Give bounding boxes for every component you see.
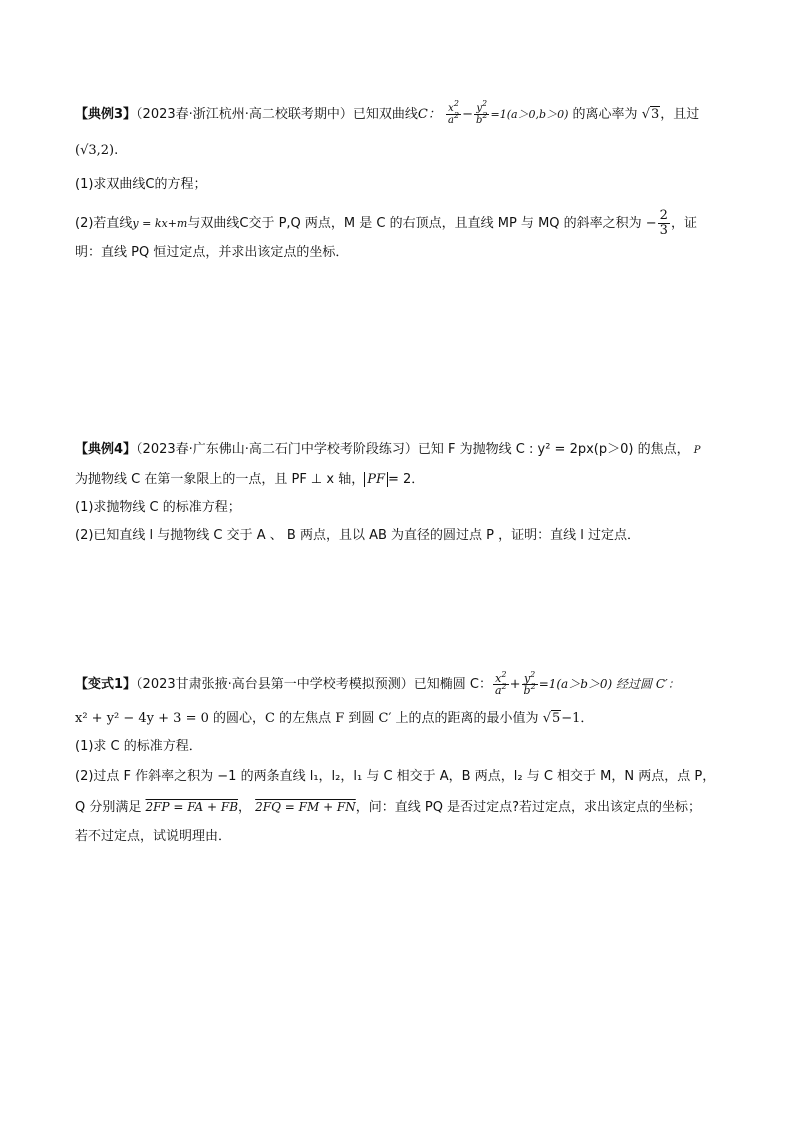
eccentricity-text: 的离心率为: [572, 107, 638, 122]
variant-1-intro: 已知椭圆 C：: [413, 677, 492, 692]
variant-1-l2: x² + y² − 4y + 3 = 0 的圆心，C 的左焦点 F 到圆 C′ 上的点的距离的最小值为: [75, 711, 539, 726]
variant-1-l2-end: −1．: [561, 711, 594, 726]
min-distance-sqrt: √5: [542, 711, 561, 726]
example-3: 【典例3】（2023春·浙江杭州·高二校联考期中）已知双曲线C： $\frac{x^2}{a^2}$ − $\frac{y^2}{b^2}$ =1(a＞0,b＞0) 的离心率为 √3，且过 (√3,2). (1)求双曲线C的方程； (2)若直线y = kx+m与双曲线C交于 P,Q 两点，M 是 C 的右顶点，且直线 MP 与 MQ 的斜率之积为 − $\frac{2}{3}$ ，证 明：直线 PQ 恒过定点，并求出该定点的坐标．: [75, 99, 700, 260]
example-4-l1: 已知 F 为抛物线 C : y² = 2px(p＞0) 的焦点，: [417, 442, 690, 457]
example-3-source: （2023春·浙江杭州·高二校联考期中）: [136, 107, 353, 122]
hyperbola-condition: =1(a＞0,b＞0): [490, 108, 569, 121]
variant-1-q2b-pre: Q 分别满足: [75, 800, 142, 815]
example-3-q2b: 与双曲线C交于 P,Q 两点，: [187, 216, 344, 231]
example-3-tag: 【典例3】: [75, 107, 137, 122]
example-4-l2: 为抛物线 C 在第一象限上的一点，且 PF ⊥ x 轴，: [75, 472, 365, 487]
example-4-source: （2023春·广东佛山·高二石门中学校考阶段练习）: [136, 442, 418, 457]
example-3-q2e: 明：直线 PQ 恒过定点，并求出该定点的坐标．: [75, 245, 349, 260]
example-4: [75, 440, 725, 546]
variant-1-cond: =1(a＞b＞0) 经过圆 C′：: [538, 677, 680, 691]
example-3-q2a: (2)若直线: [75, 216, 133, 231]
example-4-tag: 【典例4】: [75, 442, 137, 457]
pass-text: ，且过: [660, 107, 700, 122]
eccentricity-value: √3: [641, 107, 660, 122]
example-4-l2-end: = 2．: [388, 472, 425, 487]
variant-1-q2: (2)过点 F 作斜率之积为 −1 的两条直线 l₁，l₂，l₁ 与 C 相交于 A，B 两点，l₂ 与 C 相交于 M，N 两点，点 P，: [75, 769, 716, 784]
ellipse-y-fraction: $\frac{y^2}{b^2}$: [523, 670, 536, 697]
example-3-curve-name: C：: [417, 107, 441, 122]
example-3-intro: 已知双曲线: [352, 107, 418, 122]
hyperbola-x-fraction: $\frac{x^2}{a^2}$: [448, 99, 460, 126]
example-3-q2d: ，证: [670, 216, 697, 231]
slope-product-fraction: $\frac{2}{3}$: [659, 208, 668, 238]
example-3-line-eq: y = kx+m: [132, 217, 188, 230]
variant-1-source: （2023甘肃张掖·高台县第一中学校考模拟预测）: [136, 677, 414, 692]
example-4-l1-end: P: [693, 445, 701, 456]
hyperbola-y-fraction: $\frac{y^2}{b^2}$: [475, 99, 488, 126]
example-3-q2c: M 是 C 的右顶点，且直线 MP 与 MQ 的斜率之积为 −: [343, 216, 657, 231]
ellipse-x-fraction: $\frac{x^2}{a^2}$: [494, 670, 507, 697]
example-4-q1: (1)求抛物线 C 的标准方程；: [75, 500, 241, 515]
example-4-q2: (2)已知直线 l 与抛物线 C 交于 A 、 B 两点，且以 AB 为直径的圆过点 P ，证明：直线 l 过定点．: [75, 528, 641, 543]
vector-eq-q: 2FQ = FM + FN: [255, 800, 356, 814]
vector-eq-p: 2FP = FA + FB: [145, 800, 239, 814]
variant-1-q2c: 若不过定点，试说明理由．: [75, 829, 232, 844]
variant-1-q2b-post: ，问：直线 PQ 是否过定点?若过定点，求出该定点的坐标；: [355, 800, 702, 815]
variant-1: 【变式1】（2023甘肃张掖·高台县第一中学校考模拟预测）已知椭圆 C： $\frac{x^2}{a^2}$ + $\frac{y^2}{b^2}$ =1(a＞b＞0) 经过圆 C′： x² + y² − 4y + 3 = 0 的圆心，C 的左焦点 F 到圆 C′ 上的点的距离的最小值为 √5−1． (1)求 C 的标准方程． (2)过点 F 作斜率之积为 −1 的两条直线 l₁，l₂，l₁ 与 C 相交于 A，B 两点，l₂ 与 C 相交于 M，N 两点，点 P， Q 分别满足 2FP = FA + FB， 2FQ = FM + FN，问：直线 PQ 是否过定点?若过定点，求出该定点的坐标； 若不过定点，试说明理由．: [75, 670, 716, 844]
example-3-point: (√3,2).: [75, 143, 119, 158]
variant-1-q1: (1)求 C 的标准方程．: [75, 739, 202, 754]
example-3-q1: (1)求双曲线C的方程；: [75, 177, 207, 192]
variant-1-tag: 【变式1】: [75, 677, 137, 692]
pf-abs: PF: [364, 472, 388, 487]
